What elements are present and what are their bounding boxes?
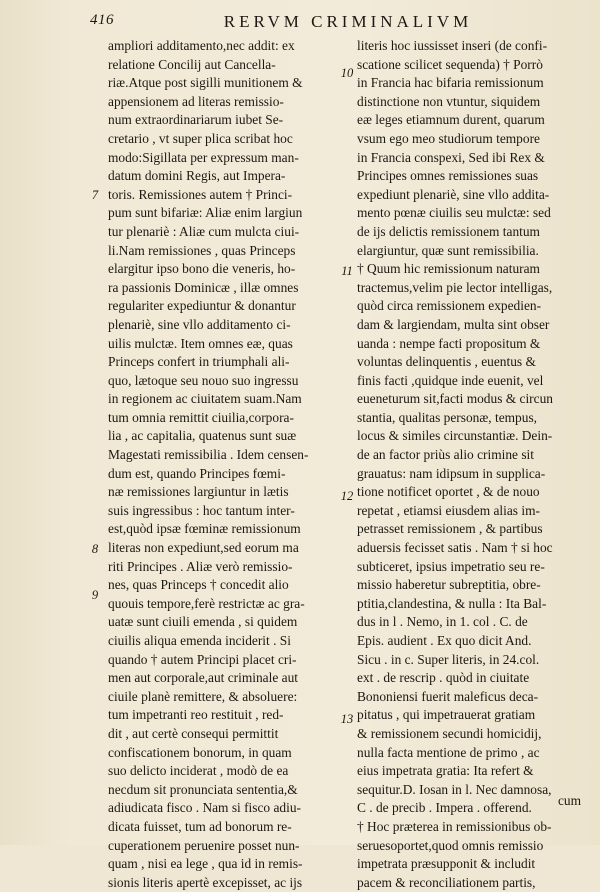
text-line: sionis literis apertè excepisset, ac ijs (108, 874, 303, 890)
text-line: datum domini Regis, aut Impera- (108, 168, 286, 184)
right-text-column (357, 37, 581, 892)
text-line: ciuilis aliqua emenda inciderit . Si (108, 633, 291, 648)
text-line: sequitur.D. Iosan in l. Nec damnosa, (357, 781, 552, 797)
text-line: expediunt plenariè, sine vllo addita- (357, 186, 550, 202)
text-line: missio haberetur subreptitia, obre- (357, 577, 541, 593)
text-line: confiscationem bonorum, in quam (108, 744, 292, 760)
running-head: RERVM CRIMINALIVM (223, 12, 473, 31)
text-line: † Quum hic remissionum naturam (357, 261, 540, 277)
text-line: lia , ac capitalia, quatenus sunt suæ (108, 428, 297, 444)
text-line: in regionem ac ciuitatem suam.Nam (108, 391, 302, 407)
text-line: mento pœnæ ciuilis seu mulctæ: sed (357, 205, 551, 221)
text-line: tur plenariè : Aliæ cum mulcta ciui- (108, 223, 300, 239)
text-line: ptitia,clandestina, & nulla : Ita Bal- (357, 595, 547, 611)
text-line: suis ingressibus : hoc tantum inter- (108, 502, 295, 518)
text-line: adiudicata fisco . Nam si fisco adiu- (108, 800, 301, 816)
text-line: eius impetrata gratia: Ita refert & (357, 763, 534, 779)
text-line: in Francia conspexi, Sed ibi Rex & (357, 149, 545, 165)
text-line: Bononiensi fuerit maleficus deca- (357, 688, 539, 704)
text-line: eueneturum sit,facti modus & circun (357, 391, 553, 407)
text-line: tum omnia remittit ciuilia,corpora- (108, 409, 294, 425)
margin-number-13: 13 (340, 712, 354, 726)
text-line: quouis tempore,ferè restrictæ ac gra- (108, 595, 305, 611)
text-line: ciuile planè remittere, & absoluere: (108, 688, 298, 704)
text-line: riti Principes . Aliæ verò remissio- (108, 558, 293, 574)
text-line: locus & similes circunstantiæ. Dein- (357, 428, 553, 444)
text-line: dam & largiendam, multa sint obser (357, 316, 550, 332)
text-line: dicata fuisset, tum ad bonorum re- (108, 818, 292, 834)
text-line: & remissionem secundi homicidij, (357, 725, 542, 741)
text-line: ext . de rescrip . quòd in ciuitate (357, 670, 530, 686)
margin-number-11: 11 (341, 264, 353, 278)
margin-number-10: 10 (340, 66, 354, 80)
text-line: petrasset remissionem , & partibus (357, 521, 543, 537)
text-line: elargiuntur, quæ sunt remissibilia. (357, 242, 539, 258)
text-line: † Hoc præterea in remissionibus ob- (357, 818, 552, 834)
text-line: Epis. audient . Ex quo dicit And. (357, 633, 532, 648)
text-line: pitatus , qui impetrauerat gratiam (357, 707, 536, 723)
catchword: cum (557, 793, 581, 808)
text-line: ra passionis Dominicæ , illæ omnes (108, 279, 299, 295)
margin-number-12: 12 (340, 489, 354, 503)
text-line: est,quòd ipsæ fœminæ remissionum (108, 521, 301, 537)
text-line: eæ leges etiamnum durent, quarum (357, 112, 545, 128)
text-line: appensionem ad literas remissio- (108, 93, 284, 109)
text-line: Principes omnes remissiones suas (357, 168, 539, 184)
margin-number-9: 9 (91, 588, 99, 602)
text-line: voluntas delinquentis , euentus & (357, 354, 536, 370)
text-line: in Francia hac bifaria remissionum (357, 75, 544, 91)
text-line: literis hoc iussisset inseri (de confi- (357, 38, 548, 53)
text-line: scatione scilicet sequenda) † Porrò (357, 56, 543, 72)
text-line: distinctione non vtuntur, siquidem (357, 93, 541, 109)
text-line: modo:Sigillata per expressum man- (108, 149, 299, 165)
text-line: plenariè, sine vllo additamento ci- (108, 316, 291, 332)
text-line: de ijs delictis remissionem tantum (357, 223, 540, 239)
text-line: num extraordinariarum iubet Se- (108, 112, 284, 128)
text-line: uatæ sunt ciuili emenda , si quidem (108, 614, 298, 630)
folio-number: 416 (90, 12, 114, 28)
margin-number-7: 7 (91, 188, 99, 202)
text-line: riæ.Atque post sigilli munitionem & (108, 75, 303, 91)
text-line: dum est, quando Principes fœmi- (108, 465, 286, 481)
text-line: impetrata præsupponit & includit (357, 856, 536, 872)
text-line: dit , aut certè consequi permittit (108, 725, 279, 741)
text-line: necdum sit pronunciata sententia,& (108, 781, 298, 797)
text-line: de an factor priùs alio crimine sit (357, 447, 534, 463)
text-line: relatione Concilij aut Cancella- (108, 56, 276, 72)
text-line: stantia, qualitas personæ, tempus, (357, 409, 538, 425)
text-line: li.Nam remissiones , quas Princeps (108, 242, 296, 258)
text-line: subticeret, ipsius impetratio seu re- (357, 558, 545, 574)
text-line: toris. Remissiones autem † Princi- (108, 186, 293, 202)
text-line: men aut corporale,aut criminale aut (108, 670, 298, 686)
text-line: C . de precib . Impera . offerend. (357, 800, 532, 816)
text-line: aduersis fecisset satis . Nam † si hoc (357, 540, 553, 556)
text-line: Princeps confert in triumphali ali- (108, 354, 290, 370)
text-line: Sicu . in c. Super literis, in 24.col. (357, 651, 540, 667)
text-line: regulariter expediuntur & donantur (108, 298, 296, 314)
text-line: pum sunt bifariæ: Aliæ enim largiun (108, 205, 303, 221)
text-line: quam , nisi ea lege , qua id in remis- (108, 856, 303, 872)
text-line: tione notificet oportet , & de nouo (357, 484, 540, 500)
text-line: quando † autem Principi placet cri- (108, 651, 297, 667)
text-line: Magestati remissibilia . Idem censen- (108, 447, 309, 463)
text-line: literas non expediunt,sed eorum ma (108, 540, 299, 556)
text-line: repetat , etiamsi eiusdem alias im- (357, 502, 540, 518)
page-header (90, 12, 580, 36)
text-line: nes, quas Princeps † concedit alio (108, 577, 289, 593)
text-line: pacem & reconciliationem partis, (357, 874, 536, 890)
text-line: grauatus: nam idipsum in supplica- (357, 465, 546, 481)
text-line: vsum ego meo studiorum tempore (357, 130, 540, 146)
text-line: uilis mulctæ. Item omnes eæ, quas (108, 335, 293, 351)
text-line: dus in l . Nemo, in 1. col . C. de (357, 614, 528, 630)
text-line: suo delicto inciderat , modò de ea (108, 763, 289, 779)
text-line: ampliori additamento,nec addit: ex (108, 38, 295, 53)
text-line: cuperationem peruenire posset nun- (108, 837, 300, 853)
text-line: cretario , vt super plica scribat hoc (108, 130, 293, 146)
margin-number-8: 8 (91, 542, 99, 556)
text-line: seruesoportet,quod omnis remissio (357, 837, 544, 853)
left-text-column (108, 37, 340, 892)
text-line: elargitur ipso bono die veneris, ho- (108, 261, 296, 277)
text-line: næ remissiones largiuntur in lætis (108, 484, 289, 500)
text-line: uanda : nempe facti propositum & (357, 335, 541, 351)
text-line: nulla facta mentione de primo , ac (357, 744, 540, 760)
text-line: tractemus,velim pie lector intelligas, (357, 279, 553, 295)
text-line: tum impetranti reo restituit , red- (108, 707, 284, 723)
text-line: quo, lætoque seu nouo suo ingressu (108, 372, 299, 388)
text-line: finis facti ,quidque inde euenit, vel (357, 372, 544, 388)
text-line: quòd circa remissionem expedien- (357, 298, 542, 314)
